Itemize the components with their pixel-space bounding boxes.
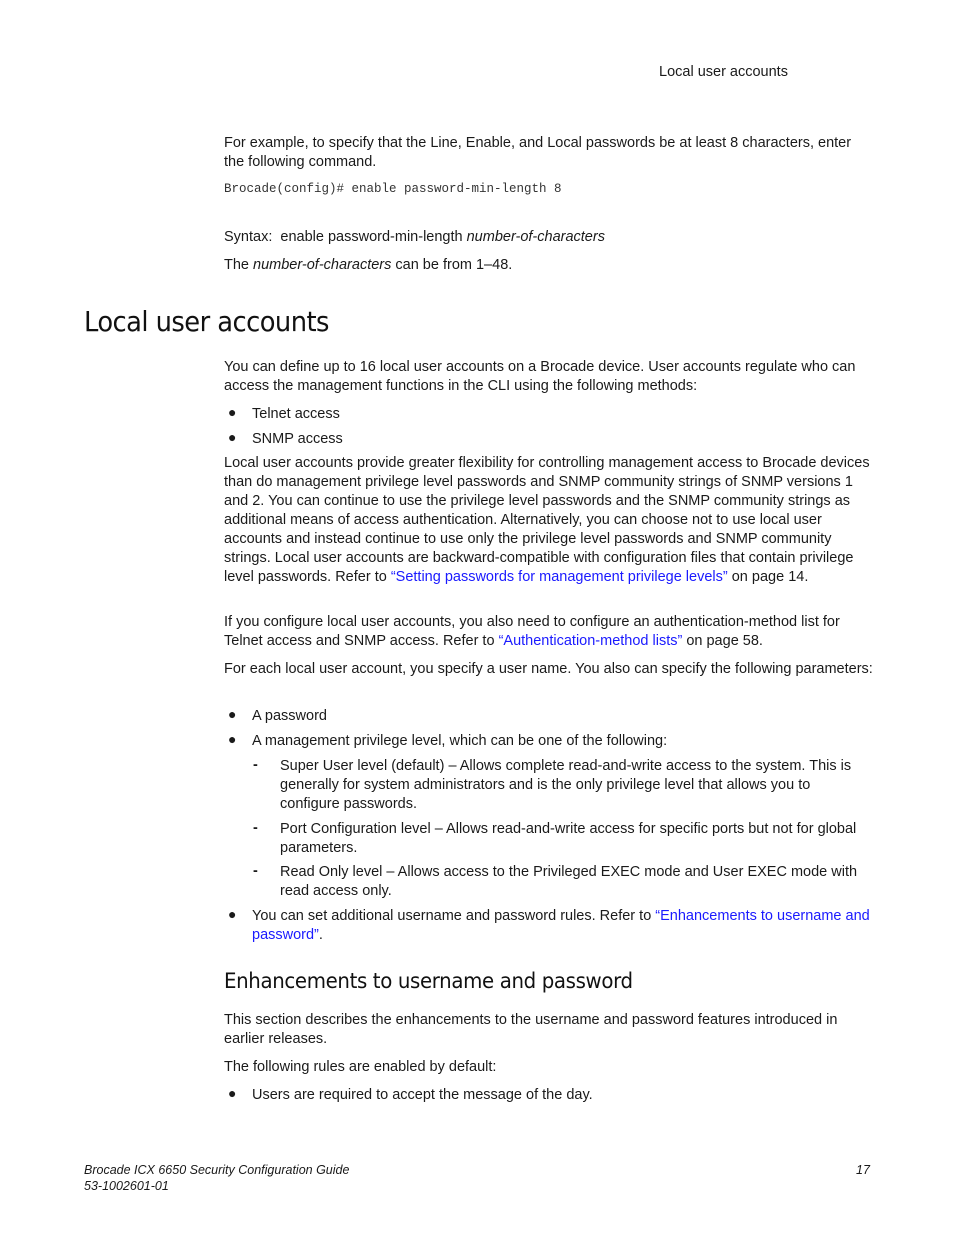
intro-paragraph: For example, to specify that the Line, Enable, and Local passwords be at least 8 characters, enter the following command. bbox=[224, 135, 852, 170]
syntax-parameter: number-of-characters bbox=[466, 229, 605, 245]
level-read-only bbox=[280, 863, 872, 901]
level-desc: – Allows access to the Privileged EXEC mode and User EXEC mode with read access only. bbox=[280, 864, 858, 899]
dash-marker: - bbox=[253, 863, 258, 879]
bullet-dot: ● bbox=[228, 731, 237, 747]
p3-post: on page 58. bbox=[682, 633, 763, 649]
bullet-dot: ● bbox=[228, 429, 237, 445]
level-port-configuration bbox=[280, 820, 872, 858]
range-note bbox=[224, 256, 512, 275]
footer-doc-number: 53-1002601-01 bbox=[84, 1179, 169, 1193]
command-example: Brocade(config)# enable password-min-length 8 bbox=[224, 182, 562, 196]
section2-paragraph-1: This section describes the enhancements to the username and password features introduced in earlier releases. bbox=[224, 1012, 838, 1047]
footer-page-number: 17 bbox=[856, 1163, 870, 1177]
bullet-dot: ● bbox=[228, 706, 237, 722]
link-setting-passwords[interactable]: “Setting passwords for management privilege levels” bbox=[390, 569, 728, 585]
level-desc: – Allows read-and-write access for specific ports but not for global parameters. bbox=[280, 821, 857, 856]
p2-text: Local user accounts provide greater flexibility for controlling management access to Brocade devices than do management privilege level passwords and SNMP community strings of SNMP versions 1 and 2. You can continue to use the privilege level passwords and the SNMP community strings as additional means of access authentication. Alternatively, you can choose not to use local user accounts and instead continue to use only the privilege level passwords and SNMP community strings. Local user accounts are backward-compatible with configuration files that contain privilege level passwords. Refer to bbox=[224, 455, 870, 585]
syntax-line bbox=[224, 228, 605, 247]
syntax-label: Syntax: bbox=[224, 229, 273, 245]
section2-paragraph-2: The following rules are enabled by default: bbox=[224, 1059, 497, 1075]
footer-book-title: Brocade ICX 6650 Security Configuration Guide bbox=[84, 1163, 350, 1177]
rules-post: . bbox=[318, 927, 323, 943]
link-enhancements[interactable]: “Enhancements to username and password” bbox=[252, 908, 870, 943]
section1-paragraph-2 bbox=[224, 454, 874, 587]
bullet-dot: ● bbox=[228, 1085, 237, 1101]
level-name: Read Only level bbox=[280, 864, 383, 880]
section-heading-local-user-accounts: Local user accounts bbox=[84, 305, 329, 338]
running-header: Local user accounts bbox=[659, 64, 788, 80]
bullet-additional-rules bbox=[252, 907, 872, 945]
range-param: number-of-characters bbox=[253, 257, 392, 273]
level-desc: – Allows complete read-and-write access to the system. This is generally for system administrators and is the only privilege level that allows you to configure passwords. bbox=[280, 758, 852, 812]
link-authentication-method-lists[interactable]: “Authentication-method lists” bbox=[498, 633, 683, 649]
bullet-password: A password bbox=[252, 708, 327, 724]
p2-post: on page 14. bbox=[727, 569, 809, 585]
bullet-telnet: Telnet access bbox=[252, 406, 340, 422]
bullet-dot: ● bbox=[228, 404, 237, 420]
level-name: Port Configuration level bbox=[280, 821, 431, 837]
bullet-snmp: SNMP access bbox=[252, 431, 343, 447]
range-post: can be from 1–48. bbox=[391, 257, 513, 273]
section1-paragraph-1: You can define up to 16 local user accounts on a Brocade device. User accounts regulate who can access the management functions in the CLI using the following methods: bbox=[224, 359, 856, 394]
bullet-privilege-level: A management privilege level, which can be one of the following: bbox=[252, 733, 668, 749]
range-pre: The bbox=[224, 257, 254, 273]
rules-text: You can set additional username and password rules. Refer to bbox=[252, 908, 656, 924]
section1-paragraph-4: For each local user account, you specify a user name. You also can specify the following parameters: bbox=[224, 661, 873, 677]
section1-paragraph-3 bbox=[224, 613, 874, 651]
dash-marker: - bbox=[253, 757, 258, 773]
level-name: Super User level (default) bbox=[280, 758, 445, 774]
bullet-motd: Users are required to accept the message of the day. bbox=[252, 1087, 593, 1103]
syntax-command: enable password-min-length bbox=[280, 229, 463, 245]
section-heading-enhancements: Enhancements to username and password bbox=[224, 969, 633, 994]
level-super-user bbox=[280, 757, 872, 814]
bullet-dot: ● bbox=[228, 906, 237, 922]
dash-marker: - bbox=[253, 820, 258, 836]
p3-text: If you configure local user accounts, you also need to configure an authentication-method list for Telnet access and SNMP access. Refer to bbox=[224, 614, 840, 649]
